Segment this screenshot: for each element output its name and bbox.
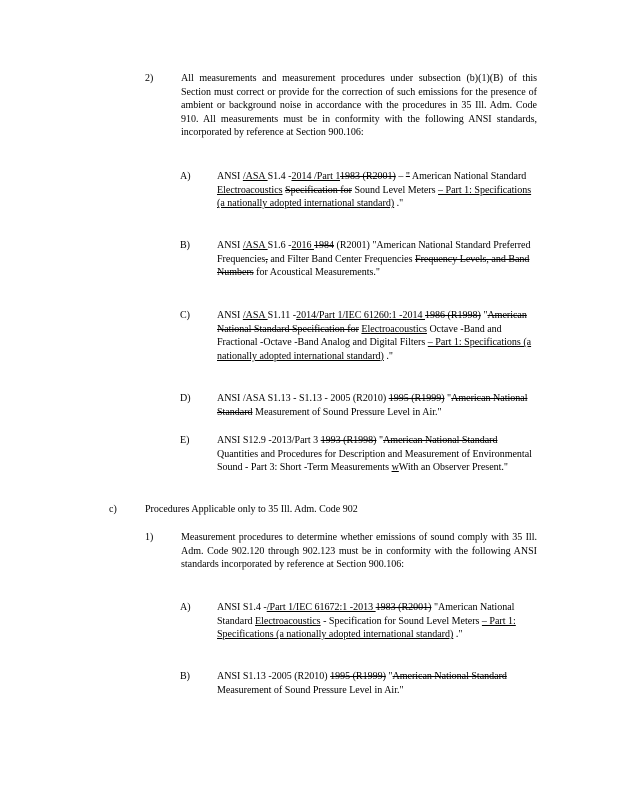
text-run: ." — [383, 350, 393, 362]
text-run: Sound Level Meters — [351, 184, 439, 196]
text-run: Measurement of Sound Pressure Level in Air." — [217, 684, 404, 696]
text-run: ." — [394, 198, 404, 210]
subparagraph-text — [217, 239, 535, 280]
subparagraph-text — [217, 309, 535, 363]
text-run: ANSI /ASA S1.13 - S1.13 - 2005 (R2010) — [217, 393, 389, 404]
deleted-text: Frequency Levels, and Band Numbers — [217, 253, 530, 279]
inserted-text: Electroacoustics — [217, 184, 283, 196]
text-run: - Specification for Sound Level Meters — [320, 615, 482, 627]
subparagraph-text — [217, 392, 535, 419]
text-run: – — [395, 171, 406, 182]
inserted-text: /ASA — [242, 310, 268, 321]
text-run: " — [444, 393, 452, 404]
subparagraph-text — [217, 601, 535, 642]
subparagraph-label: E) — [180, 435, 190, 446]
inserted-text: 2016 — [291, 240, 314, 251]
deleted-text: 1983 (R2001) — [340, 171, 396, 182]
text-run: Quantities and Procedures for Description and Measurement of Environmental Sound - Part 3: Short -Term Measurements — [217, 448, 532, 474]
text-run: With an Observer Present." — [398, 462, 509, 474]
subsection-heading: Procedures Applicable only to 35 Ill. Adm. Code 902 — [145, 504, 358, 515]
subparagraph-text — [217, 670, 535, 697]
text-run: " — [376, 435, 384, 446]
inserted-text: /Part 1/IEC 61672:1 -2013 — [266, 602, 376, 613]
text-run: ANSI — [217, 171, 243, 182]
paragraph-text: Measurement procedures to determine whether emissions of sound comply with 35 Ill. Adm. Code 902.120 through 902.123 must be in conformity with the following ANSI standards incorporated by reference at Section 900.106: — [181, 532, 537, 571]
text-run: ." — [453, 629, 463, 641]
deleted-text: American National Standard — [217, 393, 528, 418]
text-run: "American National Standard — [217, 602, 515, 627]
deleted-text: American National Standard Specification for — [217, 310, 527, 335]
deleted-text: Specification for — [285, 184, 352, 196]
inserted-text: w — [391, 462, 399, 474]
inserted-text: Electroacoustics — [361, 323, 427, 335]
deleted-text: American National Standard — [392, 671, 507, 682]
deleted-text: 1993 (R1998) — [320, 435, 377, 446]
subparagraph-label: A) — [180, 171, 191, 182]
deleted-text: 1995 (R1999) — [330, 671, 386, 682]
paragraph-text: All measurements and measurement procedures under subsection (b)(1)(B) of this Section must correct or provide for the correction of such emissions for the presence of ambient or background noise in accordance with the procedures in 35 Ill. Adm. Code 910. All measurements must be in conformity with the following ANSI standards, incorporated by reference at Section 900.106: — [181, 73, 537, 139]
inserted-text: – Part 1: Specifications (a nationally adopted international standard) — [217, 337, 532, 362]
text-run: and Filter Band Center Frequencies — [267, 253, 416, 265]
deleted-text: 1995 (R1999) — [388, 393, 445, 404]
text-run: ANSI S1.4 - — [217, 602, 267, 613]
text-run: Octave -Band and Fractional -Octave -Band Analog and Digital Filters — [217, 323, 502, 349]
subparagraph-label: C) — [180, 310, 190, 321]
subparagraph-label: B) — [180, 240, 190, 251]
subparagraph-label: B) — [180, 671, 190, 682]
text-run: Measurement of Sound Pressure Level in Air." — [252, 406, 442, 418]
text-run: for Acoustical Measurements." — [253, 267, 380, 279]
paragraph-label: 2) — [145, 73, 154, 84]
text-run: S1.4 - — [267, 171, 292, 182]
inserted-text: 2014 /Part 1 — [291, 171, 340, 182]
text-run: American National Standard — [409, 171, 527, 182]
subparagraph-text — [217, 434, 535, 475]
text-run: ANSI S12.9 -2013/Part 3 — [217, 435, 321, 446]
inserted-text: /ASA — [242, 171, 268, 182]
deleted-text: 1984 — [313, 240, 334, 251]
deleted-text: , — [265, 253, 268, 265]
subsection-label: c) — [109, 504, 117, 515]
text-run: S1.6 - — [267, 240, 292, 251]
subparagraph-label: A) — [180, 602, 191, 613]
text-run: ANSI S1.13 -2005 (R2010) — [217, 671, 331, 682]
text-run: " — [480, 310, 488, 321]
subparagraph-label: D) — [180, 393, 191, 404]
inserted-text: Electroacoustics — [255, 615, 321, 627]
inserted-text: /ASA — [242, 240, 268, 251]
inserted-text: – Part 1: Specifications (a nationally adopted international standard) — [217, 184, 532, 210]
deleted-text: 1986 (R1998) — [425, 310, 481, 321]
text-run: ANSI — [217, 310, 243, 321]
text-run: (R2001) "American National Standard Preferred Frequencies — [217, 240, 531, 265]
subparagraph-text — [217, 170, 535, 211]
text-run: ANSI — [217, 240, 243, 251]
paragraph-label: 1) — [145, 532, 154, 543]
text-run: " — [385, 671, 393, 682]
deleted-text: 1983 (R2001) — [375, 602, 432, 613]
inserted-text: 2014/Part 1/IEC 61260:1 -2014 — [296, 310, 425, 321]
inserted-text: – Part 1: Specifications (a nationally adopted international standard) — [217, 615, 516, 641]
text-run: S1.11 - — [267, 310, 297, 321]
deleted-text: " — [405, 171, 410, 182]
deleted-text: American National Standard — [383, 435, 498, 446]
